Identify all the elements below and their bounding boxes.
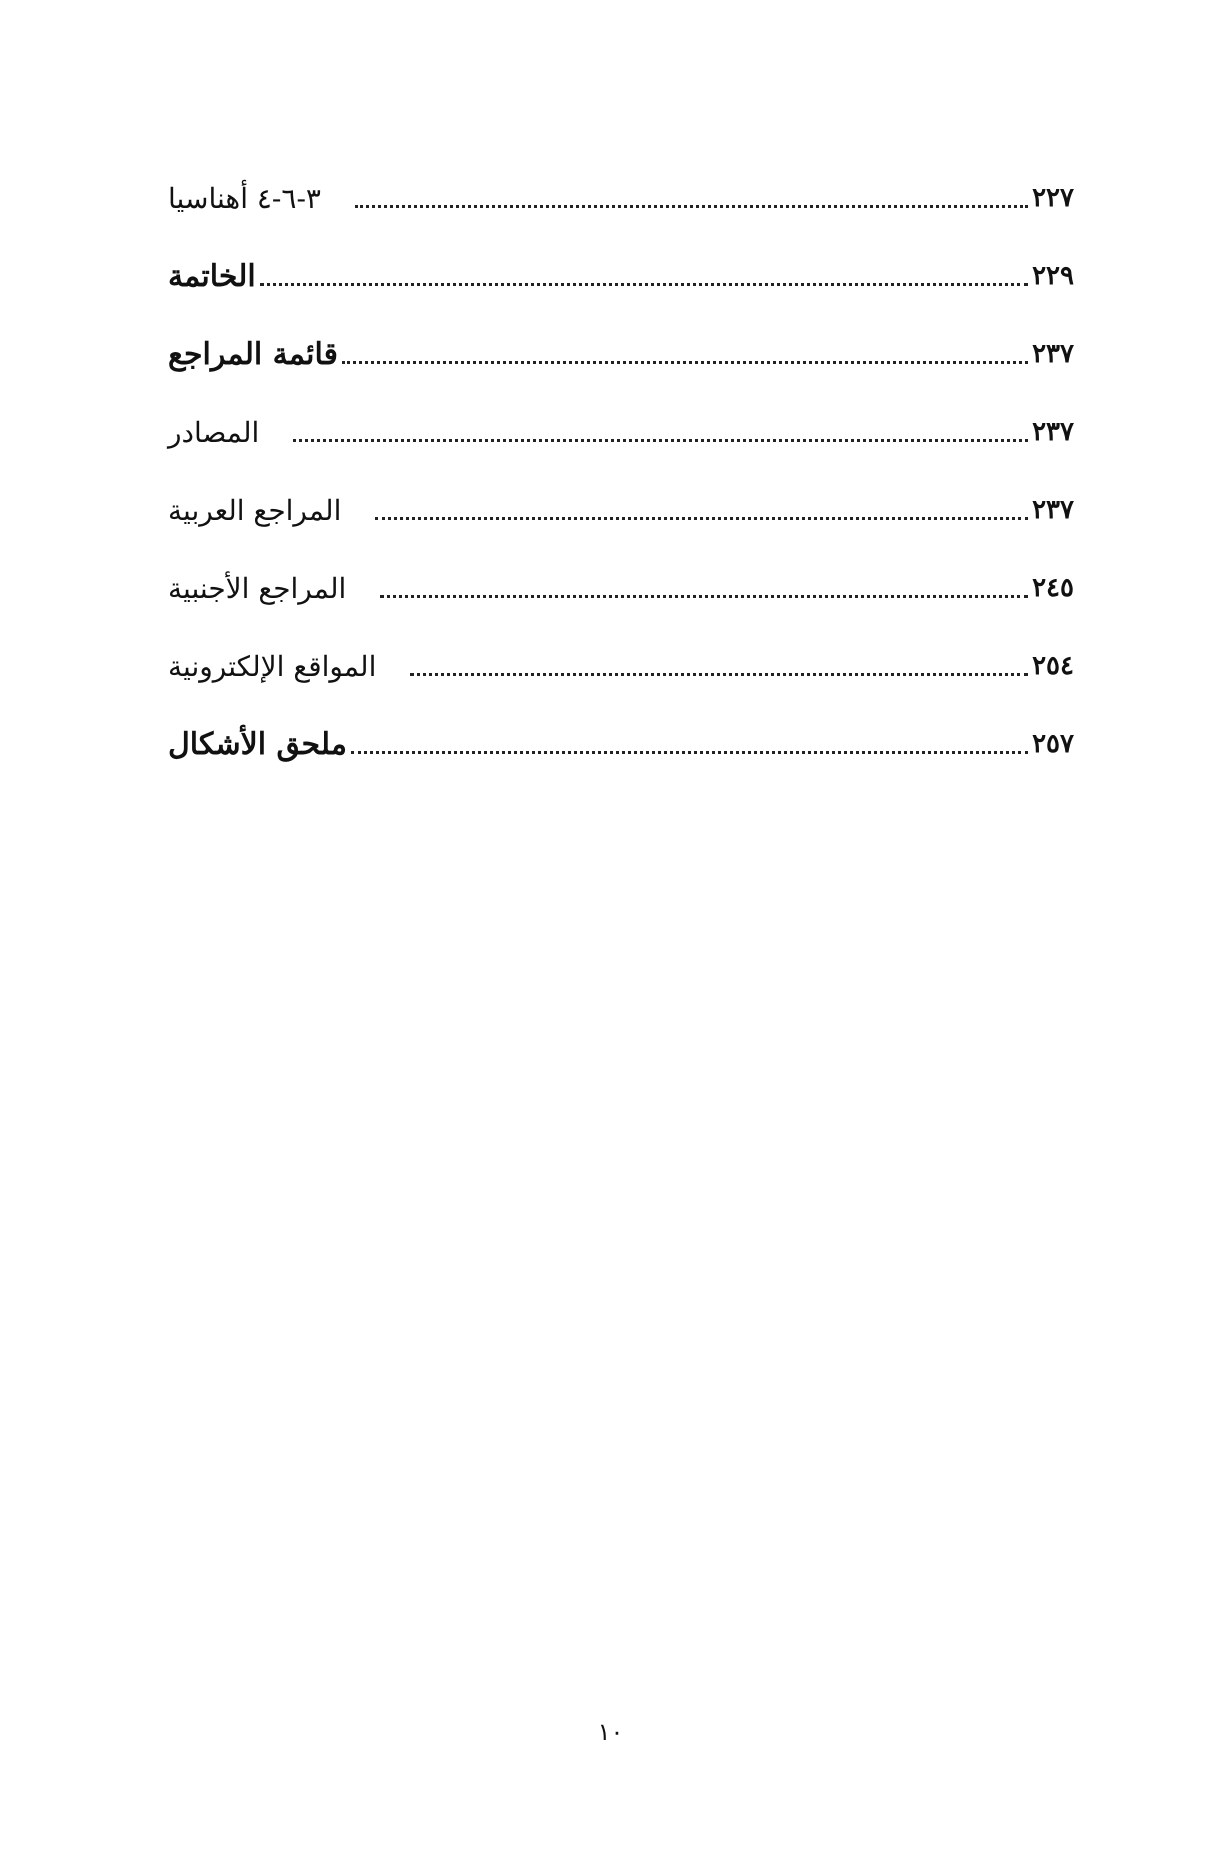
toc-entry-foreign-references[interactable] xyxy=(160,558,1078,618)
toc-entry-sources[interactable] xyxy=(160,402,1078,462)
toc-entry-references[interactable] xyxy=(160,324,1078,384)
toc-entry-title: المواقع الإلكترونية xyxy=(168,649,377,683)
toc-entry-title: المصادر xyxy=(168,415,260,449)
toc-entry-title: ٣-٦-٤ أهناسيا xyxy=(168,181,321,215)
dot-leader xyxy=(293,411,1028,442)
toc-entry-arabic-references[interactable] xyxy=(160,480,1078,540)
page-number: ١٠ xyxy=(597,1718,624,1746)
dot-leader xyxy=(375,489,1028,520)
toc-entry-figures-appendix[interactable] xyxy=(160,714,1078,774)
dot-leader xyxy=(351,723,1028,754)
toc-entry-page: ٢٤٥ xyxy=(1032,573,1074,603)
dot-leader xyxy=(380,567,1028,598)
toc-entry-title: ملحق الأشكال xyxy=(168,726,347,762)
toc-entry-websites[interactable] xyxy=(160,636,1078,696)
toc-entry-page: ٢٥٧ xyxy=(1032,729,1074,759)
toc-entry-page: ٢٢٧ xyxy=(1032,183,1074,213)
toc-entry-title: قائمة المراجع xyxy=(168,336,338,372)
dot-leader xyxy=(260,255,1028,286)
dot-leader xyxy=(410,645,1028,676)
toc-entry-page: ٢٣٧ xyxy=(1032,417,1074,447)
toc-entry-conclusion[interactable] xyxy=(160,246,1078,306)
toc-entry-page: ٢٢٩ xyxy=(1032,261,1074,291)
dot-leader xyxy=(342,333,1028,364)
toc-entry-page: ٢٥٤ xyxy=(1032,651,1074,681)
toc-entry-page: ٢٣٧ xyxy=(1032,495,1074,525)
toc-entry-page: ٢٣٧ xyxy=(1032,339,1074,369)
dot-leader xyxy=(355,177,1028,208)
toc-entry-title: المراجع العربية xyxy=(168,493,342,527)
toc-entry-title: المراجع الأجنبية xyxy=(168,571,347,605)
toc-entry-title: الخاتمة xyxy=(168,258,256,294)
toc-entry-ahnasia[interactable] xyxy=(160,168,1078,228)
